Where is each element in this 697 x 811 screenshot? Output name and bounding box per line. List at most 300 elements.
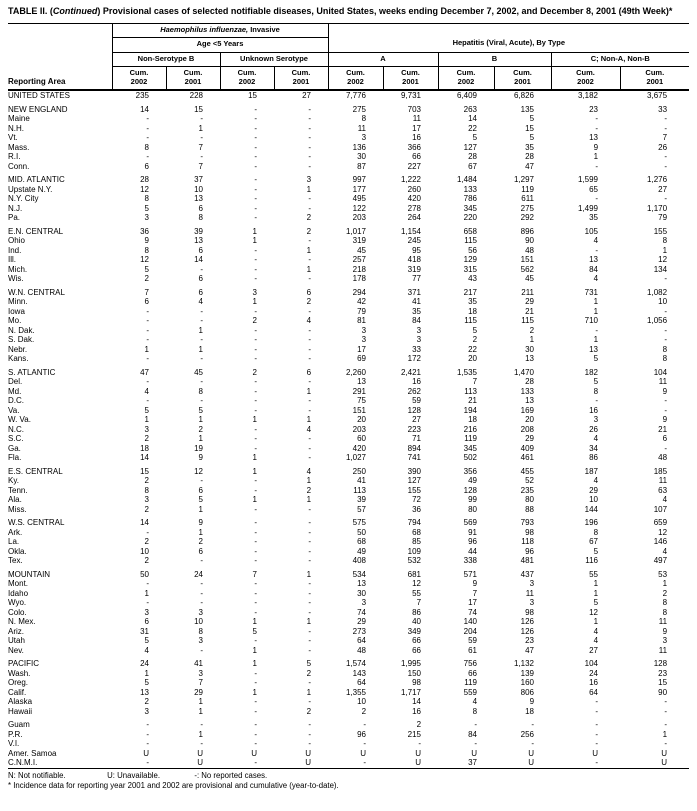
- value-cell: 4: [662, 546, 668, 556]
- value-cell: 10: [589, 495, 599, 504]
- value-cell: 11: [658, 377, 668, 386]
- reporting-area-cell: N.C.: [8, 424, 24, 434]
- value-cell: 5: [144, 264, 149, 274]
- value-cell: -: [664, 396, 668, 405]
- reporting-area-cell: N.Y. City: [8, 194, 39, 203]
- value-cell: 27: [412, 415, 422, 424]
- value-cell: 6: [306, 287, 312, 297]
- value-cell: 7: [198, 678, 203, 687]
- reporting-area-cell: Miss.: [8, 504, 27, 514]
- value-cell: 245: [407, 236, 422, 245]
- value-cell: 96: [468, 537, 478, 546]
- value-cell: -: [308, 114, 312, 123]
- reporting-area-cell: E.S. CENTRAL: [8, 466, 63, 476]
- value-cell: 9: [198, 453, 203, 462]
- value-cell: 502: [463, 453, 478, 462]
- value-cell: 8: [593, 386, 599, 396]
- reporting-area-cell: S.C.: [8, 434, 24, 443]
- value-cell: 37: [194, 175, 203, 184]
- value-cell: 64: [357, 636, 367, 645]
- table-header: [8, 23, 689, 90]
- notifiable-diseases-table: [8, 23, 689, 769]
- value-cell: 204: [463, 626, 478, 636]
- table-row: [8, 316, 689, 326]
- value-cell: -: [254, 424, 257, 434]
- value-cell: 47: [525, 161, 535, 171]
- value-cell: 12: [140, 255, 149, 264]
- value-cell: 77: [412, 274, 422, 283]
- value-cell: 9: [198, 518, 203, 527]
- value-cell: -: [308, 504, 312, 514]
- value-cell: -: [254, 123, 257, 133]
- value-cell: 356: [463, 466, 478, 476]
- value-cell: 177: [352, 184, 367, 194]
- value-cell: 5: [593, 546, 599, 556]
- value-cell: -: [146, 325, 149, 335]
- value-cell: 794: [407, 518, 422, 527]
- value-cell: 119: [464, 678, 478, 687]
- value-cell: -: [200, 114, 203, 123]
- value-cell: -: [308, 443, 312, 453]
- value-cell: -: [254, 697, 257, 706]
- value-cell: 2: [252, 316, 257, 325]
- value-cell: 8: [198, 626, 203, 636]
- value-cell: 49: [468, 476, 478, 485]
- value-cell: 16: [589, 678, 599, 687]
- value-cell: 3: [416, 325, 422, 335]
- value-cell: 756: [463, 659, 478, 668]
- value-cell: -: [664, 720, 668, 729]
- value-cell: 4: [472, 697, 478, 706]
- value-cell: -: [308, 123, 312, 133]
- value-cell: 96: [357, 729, 367, 739]
- value-cell: 14: [140, 453, 149, 462]
- value-cell: 349: [407, 626, 422, 636]
- value-cell: 50: [357, 527, 367, 537]
- value-cell: -: [200, 354, 203, 363]
- value-cell: 31: [140, 626, 149, 636]
- value-cell: 13: [525, 396, 535, 405]
- value-cell: 2: [144, 274, 149, 283]
- value-cell: -: [595, 161, 599, 171]
- value-cell: 169: [520, 405, 535, 415]
- value-cell: U: [383, 758, 438, 768]
- table-row: [8, 547, 689, 557]
- value-cell: 291: [352, 386, 367, 396]
- value-cell: 1,154: [400, 226, 422, 236]
- value-cell: 731: [584, 287, 599, 297]
- value-cell: 11: [525, 588, 535, 598]
- table-row: [8, 598, 689, 608]
- value-cell: -: [664, 274, 668, 283]
- value-cell: 5: [144, 203, 149, 213]
- value-cell: -: [308, 626, 312, 636]
- value-cell: 48: [525, 245, 535, 255]
- value-cell: -: [254, 537, 257, 546]
- value-cell: 2: [144, 537, 149, 546]
- value-cell: 390: [407, 466, 422, 476]
- value-cell: 5: [144, 678, 149, 687]
- value-cell: 113: [464, 386, 478, 396]
- value-cell: 366: [407, 142, 422, 152]
- title-part1: TABLE II. (: [8, 6, 53, 16]
- value-cell: 129: [463, 255, 478, 264]
- subgroup-hepatitis-b: B: [438, 52, 551, 67]
- value-cell: 172: [407, 354, 422, 363]
- value-cell: 1,355: [345, 687, 367, 697]
- value-cell: 3: [198, 636, 203, 645]
- value-cell: -: [595, 123, 599, 133]
- value-cell: 6,409: [456, 91, 478, 100]
- reporting-area-cell: Vt.: [8, 133, 18, 142]
- table-row: [8, 579, 689, 589]
- value-cell: 29: [194, 687, 203, 697]
- value-cell: -: [308, 518, 312, 527]
- value-cell: 275: [352, 104, 367, 114]
- value-cell: -: [531, 739, 535, 748]
- value-cell: 5: [593, 377, 599, 386]
- value-cell: -: [254, 485, 257, 495]
- value-cell: 60: [357, 434, 367, 443]
- value-cell: -: [531, 720, 535, 729]
- reporting-area-cell: Ala.: [8, 495, 22, 504]
- value-cell: -: [254, 335, 257, 344]
- value-cell: -: [308, 133, 312, 142]
- reporting-area-cell: Ohio: [8, 236, 25, 245]
- cum-2002-header: Cum. 2002: [328, 67, 383, 91]
- value-cell: 87: [357, 161, 367, 171]
- value-cell: 6: [144, 617, 149, 626]
- value-cell: 2: [144, 476, 149, 485]
- value-cell: 1: [252, 453, 257, 462]
- table-row: [8, 255, 689, 265]
- cum-2002-header: Cum. 2002: [112, 67, 166, 91]
- value-cell: 4: [662, 495, 668, 504]
- value-cell: 1: [198, 527, 203, 537]
- value-cell: 30: [525, 344, 535, 354]
- value-cell: -: [308, 306, 312, 316]
- value-cell: 71: [412, 434, 422, 443]
- value-cell: 47: [525, 645, 535, 655]
- value-cell: 95: [412, 245, 422, 255]
- value-cell: 418: [407, 255, 422, 264]
- value-cell: 3: [252, 287, 257, 297]
- table-row: [8, 204, 689, 214]
- value-cell: 84: [468, 729, 478, 739]
- value-cell: 15: [194, 104, 203, 114]
- value-cell: 3: [361, 325, 367, 335]
- value-cell: 39: [194, 226, 203, 236]
- value-cell: -: [254, 405, 257, 415]
- value-cell: 13: [194, 236, 203, 245]
- value-cell: 91: [468, 527, 478, 537]
- value-cell: 1,574: [345, 659, 367, 668]
- cum-2001-header: Cum. 2001: [620, 67, 689, 91]
- value-cell: 2: [662, 588, 668, 598]
- value-cell: 319: [407, 264, 422, 274]
- table-row: [8, 415, 689, 425]
- value-cell: 345: [463, 203, 478, 213]
- value-cell: -: [200, 556, 203, 565]
- value-cell: -: [254, 194, 257, 203]
- value-cell: 9: [529, 697, 535, 706]
- value-cell: 235: [520, 485, 535, 495]
- value-cell: 1: [252, 466, 257, 476]
- value-cell: -: [254, 720, 257, 729]
- value-cell: -: [146, 739, 149, 748]
- table-row: [8, 720, 689, 730]
- value-cell: -: [254, 546, 257, 556]
- value-cell: 44: [468, 546, 478, 556]
- value-cell: 1,056: [647, 316, 668, 325]
- value-cell: 4: [593, 434, 599, 443]
- value-cell: 18: [468, 415, 478, 424]
- value-cell: 1,717: [400, 687, 422, 697]
- value-cell: -: [595, 114, 599, 123]
- value-cell: 12: [140, 184, 149, 194]
- value-cell: -: [664, 152, 668, 161]
- value-cell: 16: [412, 377, 422, 386]
- table-row: [8, 406, 689, 416]
- value-cell: -: [146, 729, 149, 739]
- value-cell: 39: [357, 495, 367, 504]
- value-cell: 8: [662, 344, 668, 354]
- reporting-area-cell: Wash.: [8, 668, 31, 678]
- value-cell: -: [254, 255, 257, 264]
- table-row: [8, 669, 689, 679]
- value-cell: 250: [352, 466, 367, 476]
- value-cell: 1,170: [647, 203, 668, 213]
- value-cell: 69: [357, 354, 367, 363]
- value-cell: 2: [144, 504, 149, 514]
- value-cell: 86: [412, 607, 422, 617]
- reporting-area-cell: Tex.: [8, 556, 23, 565]
- value-cell: 338: [463, 556, 478, 565]
- value-cell: 119: [464, 434, 478, 443]
- value-cell: 6: [198, 274, 203, 283]
- table-row: [8, 589, 689, 599]
- value-cell: 155: [407, 485, 422, 495]
- value-cell: 260: [407, 184, 422, 194]
- value-cell: -: [308, 636, 312, 645]
- table-row: [8, 505, 689, 515]
- reporting-area-cell: Ga.: [8, 443, 21, 453]
- haemophilus-group-header: [112, 23, 328, 38]
- value-cell: 2: [529, 325, 535, 335]
- value-cell: 126: [520, 626, 535, 636]
- reporting-area-cell: Va.: [8, 405, 20, 415]
- value-cell: U: [360, 748, 367, 758]
- value-cell: 2: [472, 335, 478, 344]
- value-cell: -: [363, 720, 367, 729]
- value-cell: 8: [662, 598, 668, 607]
- value-cell: 72: [412, 495, 422, 504]
- value-cell: 2: [306, 297, 312, 306]
- value-cell: 5: [529, 133, 535, 142]
- table-row: [8, 617, 689, 627]
- value-cell: 17: [412, 123, 422, 133]
- value-cell: 65: [589, 184, 599, 194]
- reporting-area-cell: Amer. Samoa: [8, 748, 57, 758]
- value-cell: 315: [463, 264, 478, 274]
- value-cell: 2: [306, 226, 312, 236]
- value-cell: 15: [248, 91, 257, 100]
- value-cell: 194: [463, 405, 478, 415]
- table-row: [8, 636, 689, 646]
- value-cell: -: [664, 161, 668, 171]
- value-cell: 48: [658, 453, 668, 462]
- table-row: [8, 739, 689, 749]
- table-row: [8, 518, 689, 528]
- value-cell: 30: [357, 152, 367, 161]
- reporting-area-cell: Nebr.: [8, 344, 28, 354]
- value-cell: 128: [653, 659, 668, 668]
- value-cell: 3: [144, 607, 149, 617]
- value-cell: 151: [520, 255, 535, 264]
- value-cell: 497: [653, 556, 668, 565]
- value-cell: 119: [521, 184, 535, 194]
- value-cell: 67: [468, 161, 478, 171]
- value-cell: -: [254, 706, 257, 716]
- reporting-area-cell: Mich.: [8, 264, 28, 274]
- value-cell: 109: [407, 546, 422, 556]
- table-row: [8, 377, 689, 387]
- value-cell: -: [112, 758, 166, 768]
- table-row: [8, 368, 689, 378]
- value-cell: 8: [593, 527, 599, 537]
- value-cell: 894: [407, 443, 422, 453]
- value-cell: -: [146, 152, 149, 161]
- value-cell: 896: [520, 226, 535, 236]
- value-cell: -: [308, 729, 312, 739]
- value-cell: -: [146, 114, 149, 123]
- reporting-area-cell: Ky.: [8, 476, 19, 485]
- value-cell: 80: [468, 504, 478, 514]
- value-cell: 227: [407, 161, 422, 171]
- value-cell: 681: [407, 569, 422, 579]
- reporting-area-cell: Fla.: [8, 453, 22, 462]
- table-row: [8, 274, 689, 284]
- value-cell: -: [308, 344, 312, 354]
- value-cell: 196: [584, 518, 599, 527]
- value-cell: 3: [662, 636, 668, 645]
- value-cell: -: [200, 316, 203, 325]
- value-cell: 64: [589, 687, 599, 697]
- value-cell: 49: [357, 546, 367, 556]
- value-cell: 262: [407, 386, 422, 396]
- value-cell: -: [254, 325, 257, 335]
- table-row: [8, 213, 689, 223]
- value-cell: 5: [529, 114, 535, 123]
- value-cell: 2: [144, 434, 149, 443]
- value-cell: 3: [593, 415, 599, 424]
- value-cell: 126: [520, 617, 535, 626]
- value-cell: 2: [306, 485, 312, 495]
- reporting-area-cell: Conn.: [8, 161, 30, 171]
- value-cell: 35: [468, 297, 478, 306]
- value-cell: -: [254, 527, 257, 537]
- value-cell: 4: [306, 424, 312, 434]
- value-cell: 18: [468, 306, 478, 316]
- value-cell: 8: [472, 706, 478, 716]
- value-cell: 1: [593, 579, 599, 588]
- value-cell: 215: [407, 729, 422, 739]
- value-cell: -: [254, 104, 257, 114]
- reporting-area-cell: Alaska: [8, 697, 33, 706]
- value-cell: 1,995: [400, 659, 422, 668]
- value-cell: -: [146, 123, 149, 133]
- value-cell: 12: [589, 607, 599, 617]
- value-cell: 806: [520, 687, 535, 697]
- value-cell: -: [200, 396, 203, 405]
- value-cell: -: [551, 758, 620, 768]
- value-cell: 13: [525, 354, 535, 363]
- value-cell: 4: [144, 645, 149, 655]
- value-cell: -: [200, 588, 203, 598]
- value-cell: 9: [472, 579, 478, 588]
- value-cell: 140: [463, 617, 478, 626]
- value-cell: -: [254, 607, 257, 617]
- value-cell: 1,082: [647, 287, 668, 297]
- value-cell: 6,826: [513, 91, 535, 100]
- reporting-area-cell: Utah: [8, 636, 25, 645]
- hepatitis-group-header: Hepatitis (Viral, Acute), By Type: [328, 23, 689, 52]
- value-cell: 20: [468, 354, 478, 363]
- value-cell: 223: [407, 424, 422, 434]
- reporting-area-cell: Guam: [8, 720, 30, 729]
- value-cell: -: [474, 720, 478, 729]
- value-cell: 8: [662, 607, 668, 617]
- value-cell: -: [254, 518, 257, 527]
- subgroup-hepatitis-c: C; Non-A, Non-B: [551, 52, 689, 67]
- value-cell: 11: [357, 123, 367, 133]
- value-cell: 11: [658, 617, 668, 626]
- value-cell: 1: [252, 687, 257, 697]
- value-cell: 12: [658, 255, 668, 264]
- value-cell: 116: [585, 556, 599, 565]
- value-cell: -: [254, 152, 257, 161]
- value-cell: -: [146, 133, 149, 142]
- value-cell: 13: [194, 194, 203, 203]
- value-cell: U: [528, 748, 535, 758]
- footnotes: [8, 771, 689, 791]
- reporting-area-cell: C.N.M.I.: [8, 758, 112, 768]
- value-cell: U: [143, 748, 149, 758]
- table-row: [8, 537, 689, 547]
- reporting-area-cell: Del.: [8, 377, 23, 386]
- value-cell: 45: [357, 245, 367, 255]
- value-cell: 18: [140, 443, 149, 453]
- subgroup-unknown-serotype: Unknown Serotype: [220, 52, 328, 67]
- value-cell: 20: [525, 415, 535, 424]
- value-cell: 3,182: [577, 91, 599, 100]
- table-row: [8, 124, 689, 134]
- value-cell: 4: [593, 636, 599, 645]
- value-cell: 53: [658, 569, 668, 579]
- value-cell: 6: [198, 485, 203, 495]
- value-cell: 45: [194, 367, 203, 377]
- value-cell: -: [308, 377, 312, 386]
- value-cell: -: [254, 386, 257, 396]
- value-cell: -: [308, 598, 312, 607]
- value-cell: 345: [463, 443, 478, 453]
- value-cell: -: [595, 720, 599, 729]
- table-row: [8, 288, 689, 298]
- value-cell: -: [664, 443, 668, 453]
- table-row: [8, 707, 689, 717]
- value-cell: -: [664, 335, 668, 344]
- value-cell: 786: [463, 194, 478, 203]
